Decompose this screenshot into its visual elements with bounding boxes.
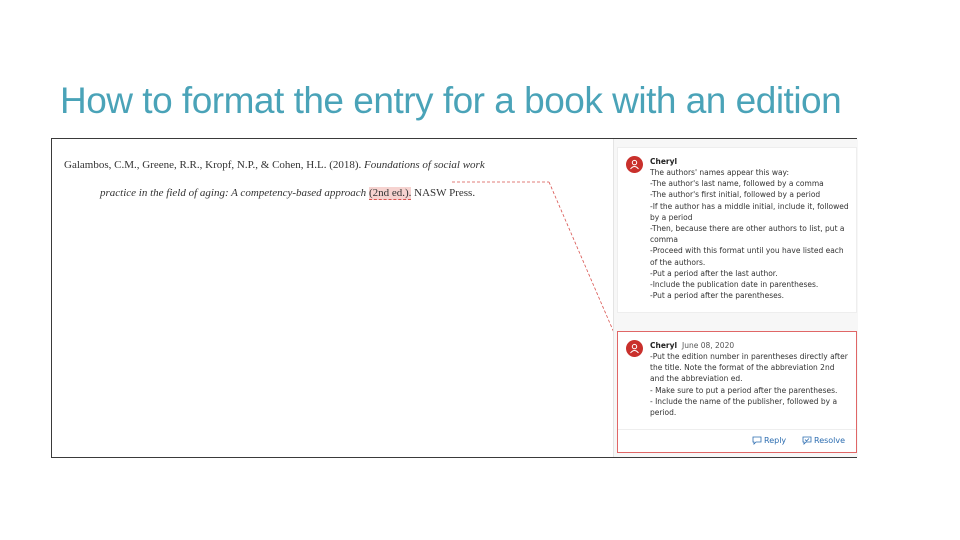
- comment-card-active[interactable]: [617, 331, 857, 453]
- reply-label: Reply: [764, 436, 787, 445]
- comment-card[interactable]: [617, 147, 857, 313]
- comment-line: - Include the name of the publisher, followed by a: [650, 396, 838, 406]
- person-icon: [629, 343, 640, 354]
- citation-authors: Galambos, C.M., Greene, R.R., Kropf, N.P., & Cohen, H.L. (2018).: [64, 159, 365, 171]
- comment-author: Cheryl: [650, 341, 678, 350]
- comment-line: by a period: [650, 212, 693, 222]
- reply-icon: [752, 436, 762, 445]
- comment-body: [650, 167, 852, 301]
- comment-line: -Put the edition number in parentheses directly after: [650, 352, 848, 361]
- slide-title: How to format the entry for a book with an edition: [60, 80, 842, 121]
- comment-line: -Put a period after the parentheses.: [650, 291, 785, 301]
- comment-line: period.: [650, 408, 677, 418]
- reply-button[interactable]: [752, 435, 786, 446]
- resolve-button[interactable]: [802, 435, 845, 446]
- avatar: [626, 340, 643, 357]
- document-screenshot: [51, 138, 857, 458]
- comment-line: -Put a period after the last author.: [650, 268, 778, 278]
- comment-line: - Make sure to put a period after the parentheses.: [650, 385, 838, 395]
- comments-pane: [613, 139, 858, 457]
- citation-edition-highlight[interactable]: (2nd ed.).: [368, 187, 412, 199]
- citation-title-part1: Foundations of social work: [364, 159, 485, 171]
- comment-line: of the authors.: [650, 257, 706, 267]
- comment-line: -If the author has a middle initial, include it, followed: [650, 201, 849, 211]
- comment-line: -Include the publication date in parentheses.: [650, 280, 819, 290]
- comment-line: the title. Note the format of the abbreviation 2nd: [650, 363, 835, 373]
- comment-line: -Proceed with this format until you have listed each: [650, 246, 844, 256]
- comment-line: -Then, because there are other authors to list, put a: [650, 224, 845, 234]
- avatar: [626, 156, 643, 173]
- citation-title-part2: practice in the field of aging: A competency-based approach: [100, 187, 367, 199]
- comment-line: -The author's first initial, followed by a period: [650, 190, 821, 200]
- comment-line: and the abbreviation ed.: [650, 374, 743, 384]
- comment-actions: [618, 429, 856, 452]
- person-icon: [629, 159, 640, 170]
- comment-date: June 08, 2020: [682, 341, 735, 350]
- comment-line: -The author's last name, followed by a comma: [650, 179, 824, 189]
- citation-publisher: NASW Press.: [411, 187, 476, 199]
- comment-author: Cheryl: [650, 157, 678, 166]
- comment-line: The authors' names appear this way:: [650, 168, 789, 177]
- comment-line: comma: [650, 235, 678, 245]
- comment-body: [650, 351, 852, 418]
- resolve-icon: [802, 436, 812, 445]
- resolve-label: Resolve: [814, 436, 846, 445]
